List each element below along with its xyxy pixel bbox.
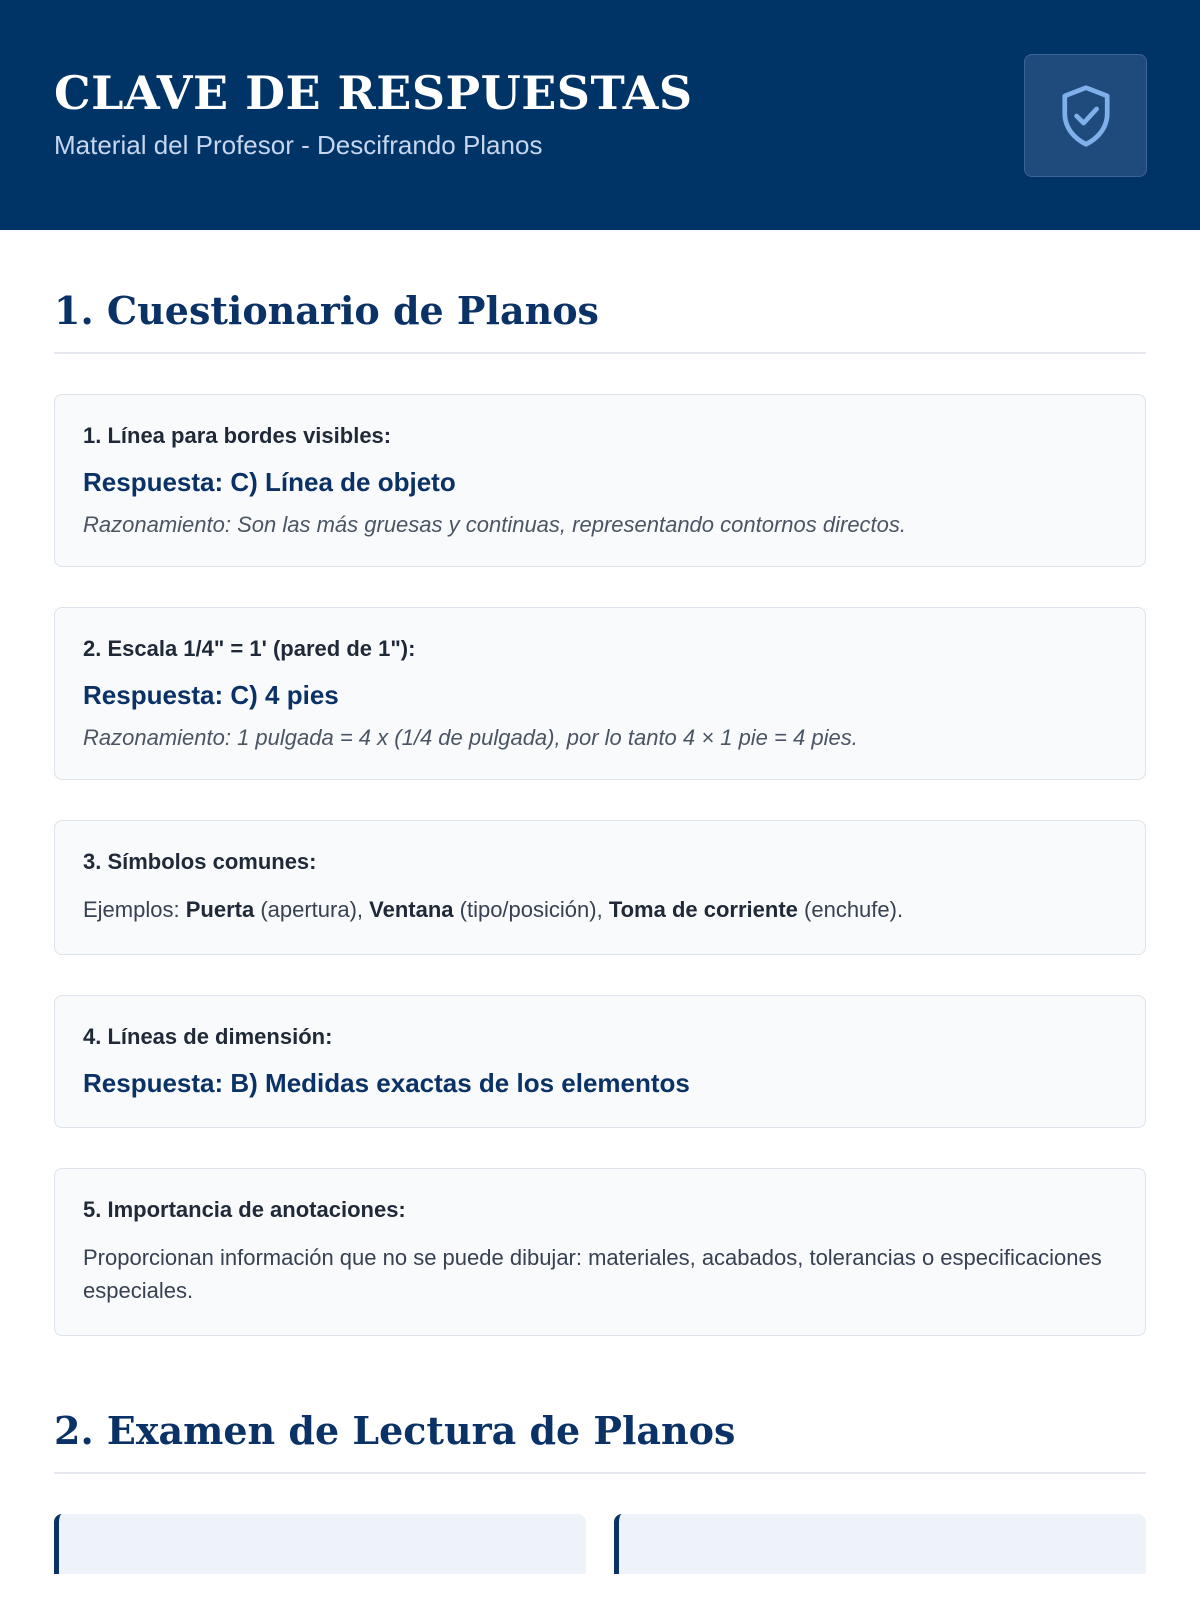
shield-badge — [1024, 54, 1147, 177]
page-title: CLAVE DE RESPUESTAS — [54, 66, 693, 120]
question-label: 3. Símbolos comunes: — [83, 849, 317, 874]
exam-cards-row — [54, 1514, 1146, 1574]
section-title-cuestionario: 1. Cuestionario de Planos — [54, 292, 1146, 354]
shield-check-icon — [1057, 83, 1115, 149]
examples-prefix: Ejemplos: — [83, 897, 186, 922]
page-subtitle: Material del Profesor - Descifrando Planos — [54, 130, 543, 160]
exam-card-right — [614, 1514, 1146, 1574]
question-label: 5. Importancia de anotaciones: — [83, 1197, 406, 1222]
exam-card-left — [54, 1514, 586, 1574]
symbol-outlet-desc: (enchufe). — [797, 897, 904, 922]
question-label: 4. Líneas de dimensión: — [83, 1024, 333, 1049]
answer-card-2 — [54, 607, 1146, 780]
answer-card-4 — [54, 995, 1146, 1128]
symbol-door: Puerta — [185, 897, 255, 922]
question-label: 1. Línea para bordes visibles: — [83, 423, 392, 448]
examples-text — [83, 893, 1117, 926]
reasoning-text: Razonamiento: Son las más gruesas y continuas, representando contornos directos. — [83, 512, 907, 537]
symbol-outlet: Toma de corriente — [608, 897, 798, 922]
answer-card-5 — [54, 1168, 1146, 1336]
answer-text: Respuesta: C) Línea de objeto — [83, 467, 456, 497]
section-title-examen: 2. Examen de Lectura de Planos — [54, 1412, 1146, 1474]
symbol-window-desc: (tipo/posición), — [453, 897, 609, 922]
annotation-importance-text: Proporcionan información que no se puede dibujar: materiales, acabados, tolerancias o especificaciones especiales. — [83, 1245, 1102, 1303]
answer-text: Respuesta: C) 4 pies — [83, 680, 339, 710]
reasoning-text: Razonamiento: 1 pulgada = 4 x (1/4 de pulgada), por lo tanto 4 × 1 pie = 4 pies. — [83, 725, 858, 750]
answer-card-3 — [54, 820, 1146, 955]
page-header — [0, 0, 1200, 230]
answer-card-1 — [54, 394, 1146, 567]
answer-text: Respuesta: B) Medidas exactas de los elementos — [83, 1068, 690, 1098]
symbol-door-desc: (apertura), — [254, 897, 370, 922]
question-label: 2. Escala 1/4" = 1' (pared de 1"): — [83, 636, 416, 661]
symbol-window: Ventana — [369, 897, 454, 922]
main-content — [0, 288, 1200, 1574]
